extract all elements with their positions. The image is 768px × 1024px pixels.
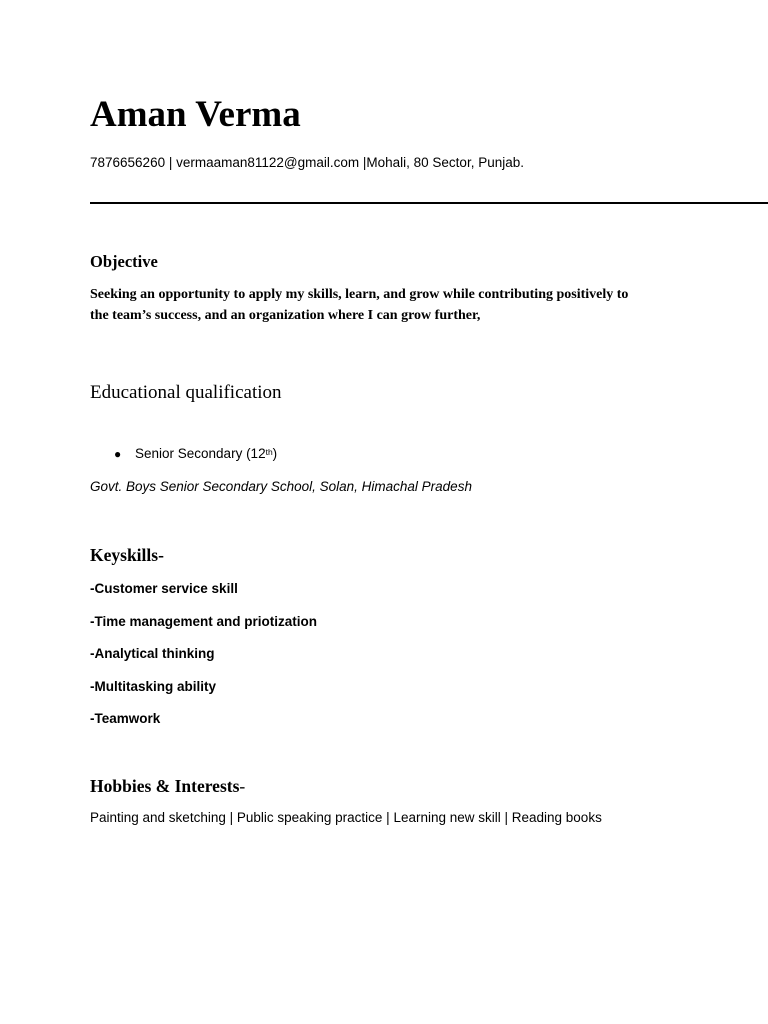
education-school: Govt. Boys Senior Secondary School, Solan, Himachal Pradesh <box>90 479 472 494</box>
objective-line-1: Seeking an opportunity to apply my skills, learn, and grow while contributing positively to <box>90 287 629 302</box>
hobbies-text: Painting and sketching | Public speaking practice | Learning new skill | Reading books <box>90 810 602 825</box>
education-item-suffix: ) <box>272 446 278 461</box>
keyskills-heading: Keyskills- <box>90 545 164 565</box>
hobbies-heading-suffix: - <box>239 776 246 796</box>
objective-heading: Objective <box>90 252 158 271</box>
education-heading: Educational qualification <box>90 382 282 403</box>
skill-item: -Analytical thinking <box>90 646 215 661</box>
bullet-icon: ● <box>114 447 122 461</box>
hobbies-heading-text: Hobbies & Interests <box>90 776 240 796</box>
keyskills-list <box>90 579 317 742</box>
header-divider <box>90 202 768 204</box>
skill-item: -Customer service skill <box>90 581 238 596</box>
skill-item: -Teamwork <box>90 711 161 726</box>
objective-text <box>90 284 690 326</box>
education-item-label: Senior Secondary (12 <box>135 446 266 461</box>
hobbies-heading <box>90 774 245 798</box>
skill-item: -Multitasking ability <box>90 678 217 694</box>
skill-item: -Time management and priotization <box>90 613 318 629</box>
education-item <box>114 444 277 464</box>
education-item-superscript: th <box>265 447 273 457</box>
resume-name: Aman Verma <box>90 94 301 135</box>
objective-line-2: the team’s success, and an organization where I can grow further, <box>90 308 481 323</box>
contact-line: 7876656260 | vermaaman81122@gmail.com |Mohali, 80 Sector, Punjab. <box>90 155 524 170</box>
